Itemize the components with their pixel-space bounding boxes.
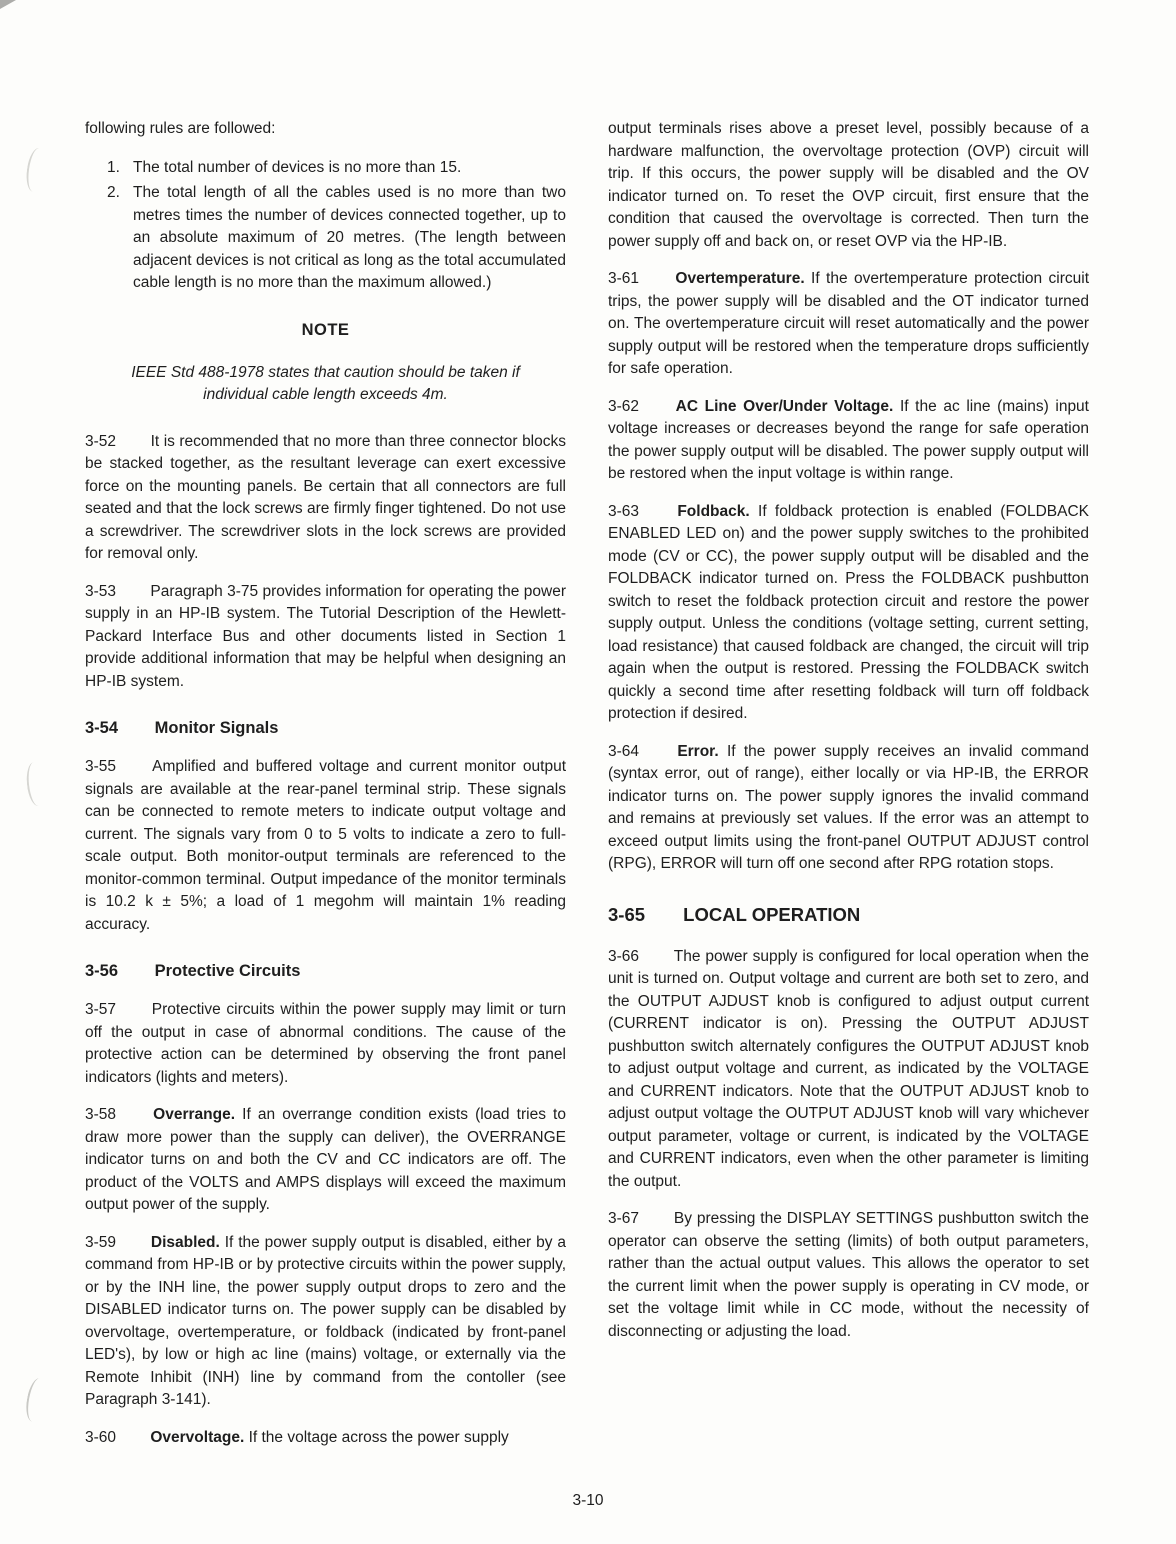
para-text: The power supply is configured for local operation when the unit is turned on. Output voltage and current are both set to zero, and the OUTPUT AJDUST knob is configured to adjust output current (CURRENT indicator is on). Pressing the OUTPUT ADJUST pushbutton switch alternately configures the OUTPUT ADJUST knob to adjust output voltage and current, as indicated by the VOLTAGE and CURRENT indicators. Note that the OUTPUT ADJUST knob to adjust output voltage the OUTPUT ADJUST knob will vary whichever output parameter, voltage or current, is indicated by the VOLTAGE and CURRENT indicators, even when the other parameter is limiting the output. [608,947,1089,1190]
left-column [85,118,566,1464]
para-lead: Disabled. [150,1233,220,1251]
list-item-1 [107,157,566,180]
para-number: 3-58 [85,1106,117,1123]
intro-text: following rules are followed: [85,120,276,137]
para-number: 3-53 [85,582,117,600]
right-column [608,118,1089,1464]
para-lead: Overtemperature. [675,270,805,287]
para-number: 3-62 [608,397,640,415]
para-text: If the ac line (mains) input voltage increases or decreases beyond the range for safe operation the power supply output will be disabled. The power supply output will be restored when the input voltage is within range. [608,397,1089,482]
page-number: 3-10 [572,1492,604,1509]
para-3-66 [608,946,1089,1194]
para-number: 3-59 [85,1233,117,1251]
list-item-number: 2. [107,184,120,201]
para-number: 3-63 [608,502,640,520]
scan-corner-artifact [0,0,16,9]
para-3-63 [608,501,1089,726]
para-number: 3-66 [608,947,640,965]
heading-number: 3-65 [608,903,646,925]
para-number: 3-57 [85,1001,117,1018]
para-3-58 [85,1104,566,1217]
note-title: NOTE [301,320,350,339]
list-item-number: 1. [107,158,120,176]
para-lead: Foldback. [677,502,750,520]
para-text: If an overrange condition exists (load tries to draw more power than the supply can deliver), the OVERRANGE indicator turns on and both the CV and CC indicators are off. The product of the VOLTS and AMPS displays will exceed the maximum output power of the supply. [85,1106,566,1213]
para-text: Paragraph 3-75 provides information for operating the power supply in an HP-IB system. The Tutorial Description of the Hewlett-Packard Interface Bus and other documents listed in Section 1 provide additional information that may be helpful when designing an HP-IB system. [85,582,566,690]
para-lead: Overrange. [153,1106,236,1123]
para-text: By pressing the DISPLAY SETTINGS pushbutton switch the operator can observe the setting (limits) of both output parameters, rather than the actual output values. This allows the operator to set the current limit when the power supply is operating in CV mode, or set the voltage limit while in CC mode, without the necessity of disconnecting or adjusting the load. [608,1210,1089,1340]
para-number: 3-60 [85,1428,117,1446]
para-3-62 [608,396,1089,486]
para-lead: AC Line Over/Under Voltage. [675,397,894,415]
numbered-list [107,157,566,295]
note-body: IEEE Std 488-1978 states that caution should be taken if individual cable length exceeds 4m. [131,363,520,403]
heading-title: LOCAL OPERATION [683,903,861,925]
heading-number: 3-54 [85,719,119,737]
para-text: Protective circuits within the power supply may limit or turn off the output in case of abnormal conditions. The cause of the protective action can be determined by observing the front panel indicators (lights and meters). [85,1001,566,1086]
para-number: 3-55 [85,758,117,775]
para-number: 3-64 [608,742,640,760]
section-heading-protective-circuits [85,962,566,981]
para-lead: Error. [677,742,719,760]
para-text: If foldback protection is enabled (FOLDBACK ENABLED LED on) and the power supply switches to the prohibited mode (CV or CC), the power supply output will be disabled and the FOLDBACK indicator turned on. Press the FOLDBACK pushbutton switch to reset the foldback protection circuit and restore the power supply output. Unless the conditions (voltage setting, current setting, load resistance) that caused foldback are changed, the circuit will trip again when the output is restored. Pressing the FOLDBACK switch quickly a second time after resetting foldback will turn off foldback protection if desired. [608,502,1090,722]
section-heading-monitor-signals [85,719,566,738]
para-text: output terminals rises above a preset level, possibly because of a hardware malfunction, the overvoltage protection (OVP) circuit will trip. If this occurs, the power supply will be disabled and the OV indicator turned on. To reset the OVP circuit, first ensure that the condition that caused the overvoltage is corrected. Then turn the power supply off and back on, or reset OVP via the HP-IB. [608,120,1089,250]
para-3-67 [608,1208,1089,1343]
para-3-64 [608,741,1089,876]
note-block [85,321,566,407]
para-text: If the voltage across the power supply [248,1428,509,1446]
list-item-2 [107,182,566,295]
para-text: If the overtemperature protection circuit trips, the power supply will be disabled and the OT indicator turned on. The overtemperature circuit will reset automatically and the power supply output will be restored when the temperature drops sufficiently for safe operation. [608,270,1090,377]
para-number: 3-61 [608,270,640,287]
para-3-60 [85,1427,566,1450]
para-3-61 [608,268,1089,381]
intro-continuation-line [85,118,566,141]
para-text: It is recommended that no more than three connector blocks be stacked together, as the resultant leverage can exert excessive force on the mounting panels. Be certain that all connectors are full seated and that the lock screws are firmly finger tightened. Do not use a screwdriver. The screwdriver slots in the lock screws are provided for removal only. [85,432,566,562]
para-3-55 [85,756,566,936]
para-3-60-continuation [608,118,1089,253]
para-3-53 [85,581,566,694]
para-lead: Overvoltage. [150,1428,245,1446]
para-text: If the power supply output is disabled, either by a command from HP-IB or by protective circuits within the power supply, or by the INH line, the power supply output drops to zero and the DISABLED indicator turns on. The power supply can be disabled by overvoltage, overtemperature, or foldback (indicated by front-panel LED's), by low or high ac line (mains) voltage, or externally via the Remote Inhibit (INH) line by command from the contoller (see Paragraph 3-141). [85,1233,566,1408]
para-number: 3-52 [85,432,117,450]
para-text: Amplified and buffered voltage and current monitor output signals are available at the rear-panel terminal strip. These signals can be connected to remote meters to indicate output voltage and current. The signals vary from 0 to 5 volts to indicate a zero to full-scale output. Both monitor-output terminals are referenced to the monitor-common terminal. Output impedance of the monitor terminals is 10.2 k ± 5%; a load of 1 megohm will maintain 1% reading accuracy. [85,758,567,933]
para-text: If the power supply receives an invalid command (syntax error, out of range), either locally or via HP-IB, the ERROR indicator turns on. The power supply ignores the invalid command and remains at previously set values. If the error was an attempt to exceed output limits using the front-panel OUTPUT ADJUST control (RPG), ERROR will turn off one second after RPG rotation stops. [608,742,1090,872]
list-item-text: The total number of devices is no more than 15. [133,158,462,176]
heading-number: 3-56 [85,962,119,980]
section-heading-local-operation [608,904,1089,926]
heading-title: Protective Circuits [154,962,301,980]
list-item-text: The total length of all the cables used is no more than two metres times the number of devices connected together, up to an absolute maximum of 20 metres. (The length between adjacent devices is not critical as long as the total accumulated cable length is no more than the maximum allowed.) [133,184,566,291]
para-3-57 [85,999,566,1089]
para-3-59 [85,1232,566,1412]
para-number: 3-67 [608,1210,640,1227]
para-3-52 [85,431,566,566]
heading-title: Monitor Signals [154,719,279,737]
